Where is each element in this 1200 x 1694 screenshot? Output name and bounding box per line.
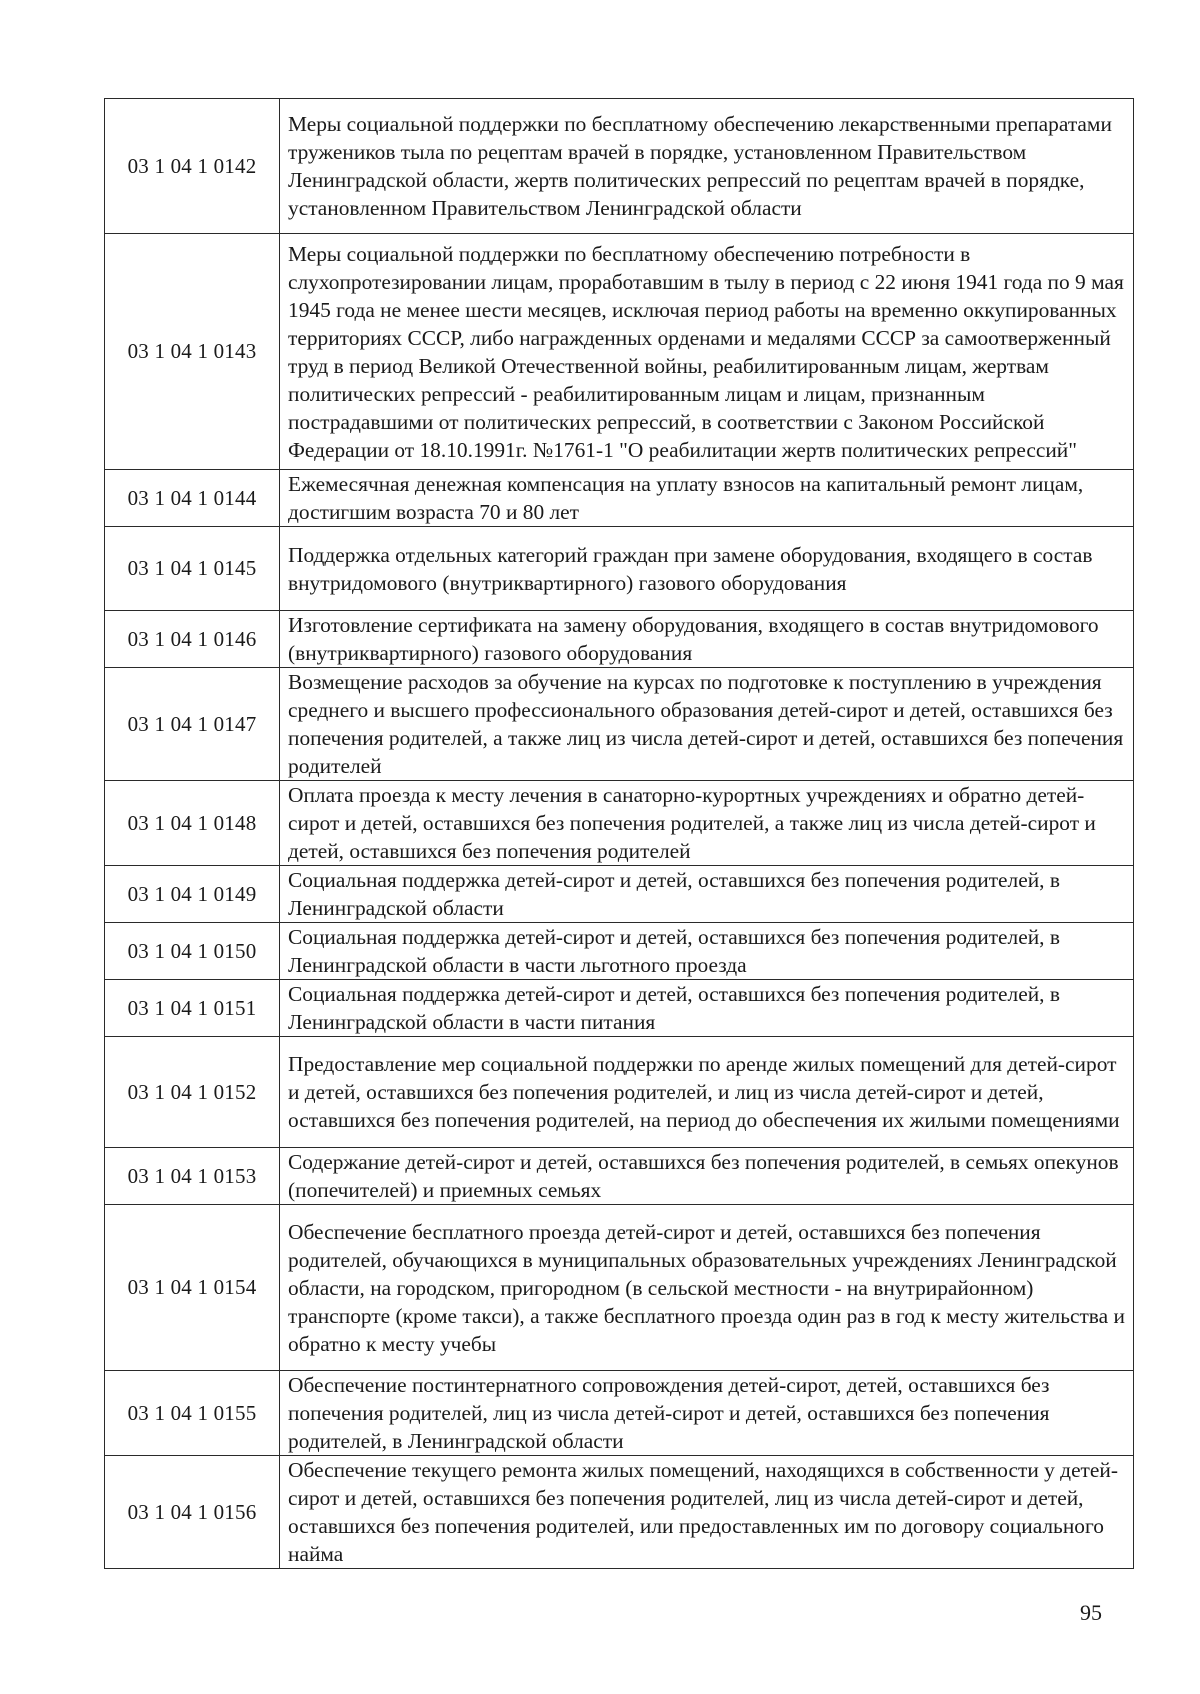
row-description: Социальная поддержка детей-сирот и детей, оставшихся без попечения родителей, в Ленинградской области [280,866,1134,923]
row-code: 03 1 04 1 0149 [105,866,280,923]
page-number: 95 [1080,1600,1102,1625]
row-code: 03 1 04 1 0144 [105,470,280,527]
row-description: Ежемесячная денежная компенсация на уплату взносов на капитальный ремонт лицам, достигшим возраста 70 и 80 лет [280,470,1134,527]
table-row [105,99,1134,234]
row-code: 03 1 04 1 0153 [105,1148,280,1205]
row-code: 03 1 04 1 0150 [105,923,280,980]
row-description: Социальная поддержка детей-сирот и детей, оставшихся без попечения родителей, в Ленинградской области в части льготного проезда [280,923,1134,980]
table-row [105,866,1134,923]
table-row [105,1037,1134,1148]
budget-codes-table [104,98,1134,1569]
row-code: 03 1 04 1 0152 [105,1037,280,1148]
row-description: Содержание детей-сирот и детей, оставшихся без попечения родителей, в семьях опекунов (попечителей) и приемных семьях [280,1148,1134,1205]
row-code: 03 1 04 1 0142 [105,99,280,234]
row-description: Изготовление сертификата на замену оборудования, входящего в состав внутридомового (внутриквартирного) газового оборудования [280,611,1134,668]
row-description: Предоставление мер социальной поддержки по аренде жилых помещений для детей-сирот и детей, оставшихся без попечения родителей, и лиц из числа детей-сирот и детей, оставшихся без попечения родителей, на период до обеспечения их жилыми помещениями [280,1037,1134,1148]
row-description: Меры социальной поддержки по бесплатному обеспечению потребности в слухопротезировании лицам, проработавшим в тылу в период с 22 июня 1941 года по 9 мая 1945 года не менее шести месяцев, исключая период работы на временно оккупированных территориях СССР, либо награжденных орденами и медалями СССР за самоотверженный труд в период Великой Отечественной войны, реабилитированным лицам, жертвам политических репрессий - реабилитированным лицам и лицам, признанным пострадавшими от политических репрессий, в соответствии с Законом Российской Федерации от 18.10.1991г. №1761-1 "О реабилитации жертв политических репрессий" [280,234,1134,470]
row-code: 03 1 04 1 0151 [105,980,280,1037]
row-description: Поддержка отдельных категорий граждан при замене оборудования, входящего в состав внутридомового (внутриквартирного) газового оборудования [280,527,1134,611]
row-code: 03 1 04 1 0154 [105,1205,280,1371]
table-row [105,923,1134,980]
table-row [105,1371,1134,1456]
table-row [105,668,1134,781]
row-description: Меры социальной поддержки по бесплатному обеспечению лекарственными препаратами тружеников тыла по рецептам врачей в порядке, установленном Правительством Ленинградской области, жертв политических репрессий по рецептам врачей в порядке, установленном Правительством Ленинградской области [280,99,1134,234]
table-row [105,980,1134,1037]
table-row [105,611,1134,668]
row-code: 03 1 04 1 0148 [105,781,280,866]
table-row [105,234,1134,470]
row-description: Социальная поддержка детей-сирот и детей, оставшихся без попечения родителей, в Ленинградской области в части питания [280,980,1134,1037]
table-row [105,781,1134,866]
row-code: 03 1 04 1 0143 [105,234,280,470]
row-description: Обеспечение бесплатного проезда детей-сирот и детей, оставшихся без попечения родителей, обучающихся в муниципальных образовательных учреждениях Ленинградской области, на городском, пригородном (в сельской местности - на внутрирайонном) транспорте (кроме такси), а также бесплатного проезда один раз в год к месту жительства и обратно к месту учебы [280,1205,1134,1371]
row-code: 03 1 04 1 0155 [105,1371,280,1456]
row-description: Оплата проезда к месту лечения в санаторно-курортных учреждениях и обратно детей-сирот и детей, оставшихся без попечения родителей, а также лиц из числа детей-сирот и детей, оставшихся без попечения родителей [280,781,1134,866]
row-description: Обеспечение текущего ремонта жилых помещений, находящихся в собственности у детей-сирот и детей, оставшихся без попечения родителей, лиц из числа детей-сирот и детей, оставшихся без попечения родителей, или предоставленных им по договору социального найма [280,1456,1134,1569]
table-row [105,470,1134,527]
row-code: 03 1 04 1 0145 [105,527,280,611]
row-description: Обеспечение постинтернатного сопровождения детей-сирот, детей, оставшихся без попечения родителей, лиц из числа детей-сирот и детей, оставшихся без попечения родителей, в Ленинградской области [280,1371,1134,1456]
table-row [105,527,1134,611]
row-description: Возмещение расходов за обучение на курсах по подготовке к поступлению в учреждения среднего и высшего профессионального образования детей-сирот и детей, оставшихся без попечения родителей, а также лиц из числа детей-сирот и детей, оставшихся без попечения родителей [280,668,1134,781]
table-row [105,1148,1134,1205]
row-code: 03 1 04 1 0146 [105,611,280,668]
row-code: 03 1 04 1 0147 [105,668,280,781]
table-row [105,1205,1134,1371]
table-row [105,1456,1134,1569]
row-code: 03 1 04 1 0156 [105,1456,280,1569]
